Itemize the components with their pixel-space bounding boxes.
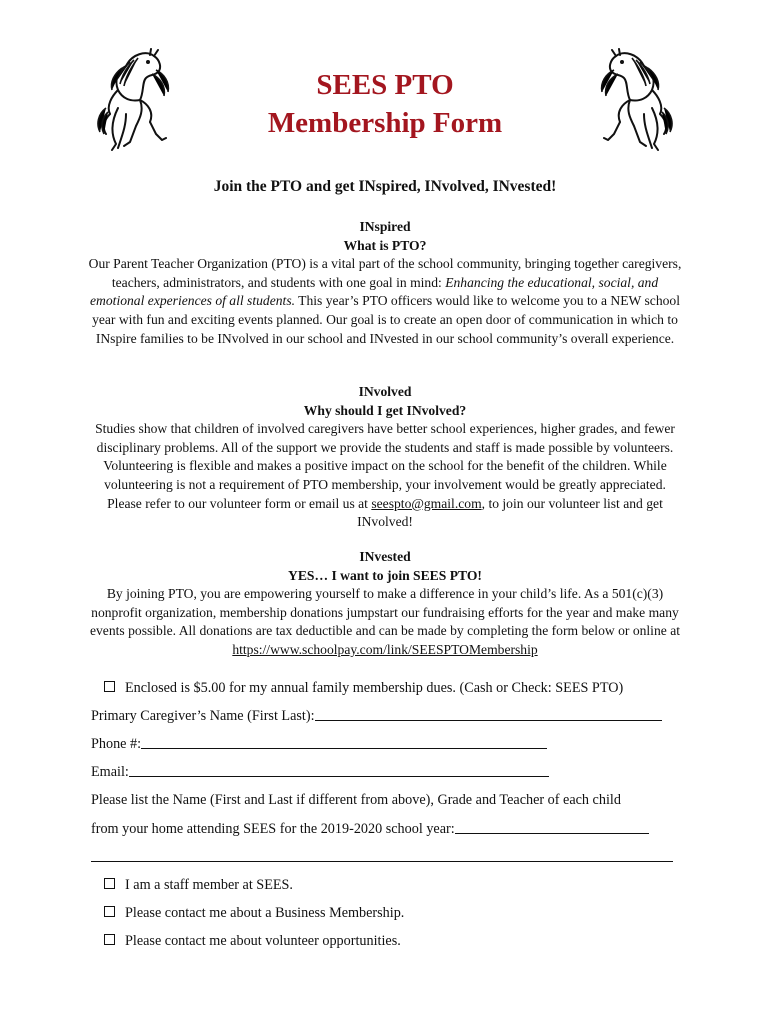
checkbox-icon[interactable] [91, 932, 125, 950]
volunteer-checkbox-row[interactable] [91, 932, 691, 950]
invested-section [88, 548, 682, 660]
email-label: Email: [91, 764, 129, 780]
caregiver-name-blank[interactable] [315, 707, 662, 721]
checkbox-icon[interactable] [91, 679, 125, 697]
title-line-1: SEES PTO [316, 69, 454, 101]
inspired-text-part2: This year’s PTO officers would like to welcome you to a NEW school year with fun and exciting events planned. Our goal is to create an open door of communication in which to INspire families to be INvolved in our school and INvested in our school community’s overall experience. [92, 293, 680, 346]
children-extra-line[interactable] [91, 848, 691, 866]
title-line-2: Membership Form [267, 107, 503, 139]
children-blank[interactable] [455, 820, 649, 834]
invested-subheading: YES… I want to join SEES PTO! [288, 567, 482, 583]
involved-text [88, 420, 682, 532]
involved-text-part1: Studies show that children of involved caregivers have better school experiences, higher grades, and fewer disciplinary problems. All of the support we provide the students and staff is made possible by volunteers. Volunteering is flexible and makes a positive impact on the school for the benefit of the children. While volunteering is not a requirement of PTO membership, your involvement would be greatly appreciated. Please refer to our volunteer form or email us at [95, 421, 675, 511]
involved-subheading: Why should I get INvolved? [303, 402, 467, 418]
caregiver-name-field[interactable] [91, 707, 691, 725]
inspired-text-part1: Our Parent Teacher Organization (PTO) is a vital part of the school community, bringing together caregivers, teachers, administrators, and students with one goal in mind: [88, 256, 682, 290]
volunteer-checkbox-label: Please contact me about volunteer opportunities. [125, 933, 401, 949]
children-extra-blank[interactable] [91, 848, 673, 862]
dues-checkbox-row[interactable] [91, 679, 691, 697]
schoolpay-link[interactable]: https://www.schoolpay.com/link/SEESPTOMembership [232, 641, 538, 657]
inspired-text [88, 255, 682, 348]
phone-blank[interactable] [141, 735, 547, 749]
children-prompt-line-2: from your home attending SEES for the 2019-2020 school year: [91, 821, 455, 837]
inspired-heading: INspired [359, 219, 411, 234]
checkbox-icon[interactable] [91, 876, 125, 894]
invested-text [88, 585, 682, 659]
business-checkbox-row[interactable] [91, 904, 691, 922]
phone-label: Phone #: [91, 736, 142, 752]
invested-text-part1: By joining PTO, you are empowering yourself to make a difference in your child’s life. As a 501(c)(3) nonprofit organization, membership donations jumpstart our fundraising efforts for the year and make many events possible. All donations are tax deductible and can be made by completing the form below or online at [89, 586, 681, 639]
page-title [0, 66, 770, 142]
tagline: Join the PTO and get INspired, INvolved, INvested! [213, 178, 557, 195]
children-prompt-line-1: Please list the Name (First and Last if different from above), Grade and Teacher of each child [91, 792, 621, 808]
staff-checkbox-label: I am a staff member at SEES. [125, 877, 293, 893]
phone-field[interactable] [91, 735, 691, 753]
staff-checkbox-row[interactable] [91, 876, 691, 894]
checkbox-icon[interactable] [91, 904, 125, 922]
inspired-subheading: What is PTO? [343, 237, 427, 253]
email-blank[interactable] [129, 763, 549, 777]
inspired-section [88, 218, 682, 348]
inspired-text-italic: Enhancing the educational, social, and emotional experiences of all students. [90, 274, 659, 309]
involved-heading: INvolved [358, 384, 412, 399]
invested-heading: INvested [359, 549, 411, 564]
involved-section [88, 383, 682, 532]
email-link[interactable]: seespto@gmail.com [371, 495, 482, 511]
involved-text-part2: , to join our volunteer list and get INvolved! [357, 495, 663, 530]
dues-checkbox-label: Enclosed is $5.00 for my annual family membership dues. (Cash or Check: SEES PTO) [125, 680, 624, 696]
email-field[interactable] [91, 763, 691, 781]
business-checkbox-label: Please contact me about a Business Membership. [125, 905, 405, 921]
caregiver-name-label: Primary Caregiver’s Name (First Last): [91, 708, 315, 724]
children-field[interactable] [91, 820, 691, 838]
